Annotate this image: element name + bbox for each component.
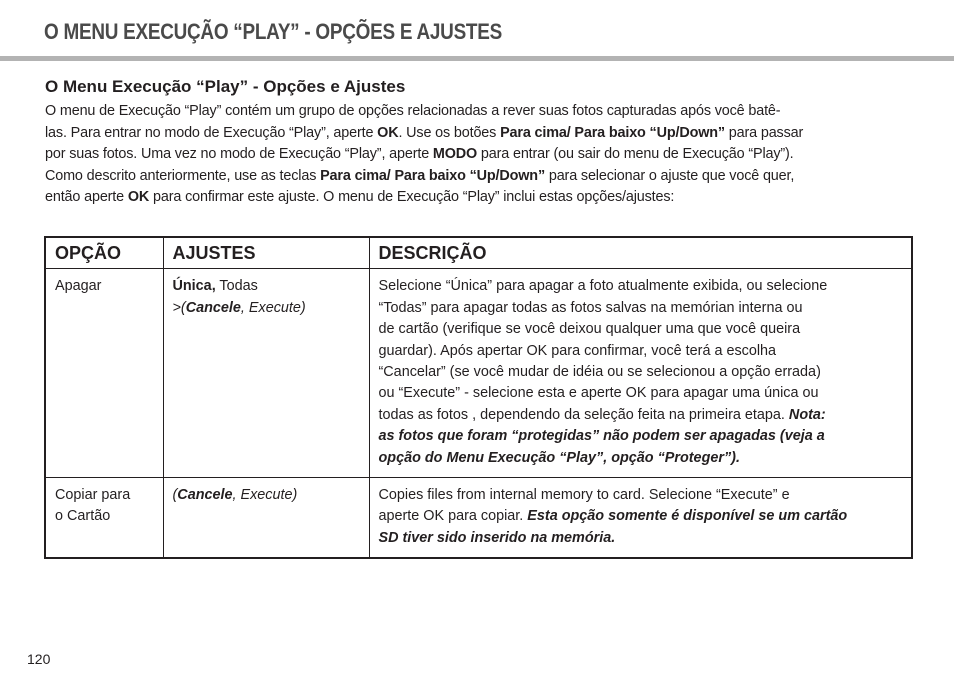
options-table xyxy=(44,236,913,559)
column-header-option: OPÇÃO xyxy=(45,237,163,269)
intro-line xyxy=(45,144,915,166)
description-line: Copies files from internal memory to card. Selecione “Execute” e xyxy=(378,487,790,504)
settings-line xyxy=(173,276,360,297)
description-line: “Cancelar” (se você mudar de idéia ou se selecionou a opção errada) xyxy=(378,364,821,381)
page-header-title: O MENU EXECUÇÃO “PLAY” - OPÇÕES E AJUSTES xyxy=(44,19,502,44)
ok-key-label: OK xyxy=(377,124,399,141)
settings-line xyxy=(173,485,360,506)
settings-value-bold: Cancele xyxy=(177,487,233,504)
intro-paragraph xyxy=(45,101,915,209)
intro-text: então aperte xyxy=(45,189,128,206)
option-name: o Cartão xyxy=(55,508,111,525)
intro-line xyxy=(45,166,915,188)
option-cell xyxy=(45,478,163,559)
description-line xyxy=(379,506,903,527)
note-text: opção do Menu Execução “Play”, opção “Proteger”). xyxy=(378,449,740,466)
up-down-keys-label: Para cima/ Para baixo “Up/Down” xyxy=(320,167,545,184)
settings-value: ( xyxy=(172,487,178,504)
page-number: 120 xyxy=(27,651,51,667)
header-divider xyxy=(0,56,954,61)
intro-text: para entrar (ou sair do menu de Execução “Play”). xyxy=(477,146,794,163)
ok-key-label: OK xyxy=(127,189,150,206)
settings-value: , Execute) xyxy=(232,487,298,504)
intro-line xyxy=(45,123,915,145)
intro-text: las. Para entrar no modo de Execução “Play”, aperte xyxy=(45,124,378,141)
intro-line xyxy=(45,101,915,123)
note-text: Esta opção somente é disponível se um cartão xyxy=(527,508,848,525)
intro-text: por suas fotos. Uma vez no modo de Execução “Play”, aperte xyxy=(45,146,433,163)
description-line: de cartão (verifique se você deixou qualquer uma que você queira xyxy=(378,321,801,338)
description-cell xyxy=(369,478,912,559)
option-cell xyxy=(45,269,163,478)
column-header-description: DESCRIÇÃO xyxy=(369,237,912,269)
intro-text: para selecionar o ajuste que você quer, xyxy=(545,167,795,184)
intro-text: para passar xyxy=(724,124,804,141)
table-header-row xyxy=(45,237,912,269)
intro-text: . Use os botões xyxy=(398,124,501,141)
note-text: as fotos que foram “protegidas” não podem ser apagadas (veja a xyxy=(378,428,825,445)
settings-cell xyxy=(163,478,369,559)
table-row xyxy=(45,269,912,478)
description-text: todas as fotos , dependendo da seleção feita na primeira etapa. xyxy=(378,406,789,423)
description-line: ou “Execute” - selecione esta e aperte OK para apagar uma única ou xyxy=(378,385,819,402)
table-row xyxy=(45,478,912,559)
section-heading: O Menu Execução “Play” - Opções e Ajustes xyxy=(45,77,406,96)
intro-text: O menu de Execução “Play” contém um grupo de opções relacionadas a rever suas fotos capturadas após você batê- xyxy=(45,103,781,119)
mode-key-label: MODO xyxy=(432,146,478,163)
up-down-keys-label: Para cima/ Para baixo “Up/Down” xyxy=(500,124,725,141)
settings-value-bold: Única, xyxy=(172,278,216,295)
option-name: Apagar xyxy=(55,278,102,295)
option-name: Copiar para xyxy=(55,487,131,504)
column-header-settings: AJUSTES xyxy=(163,237,369,269)
description-text: aperte OK para copiar. xyxy=(378,508,528,525)
description-cell xyxy=(369,269,912,478)
intro-line xyxy=(45,187,915,209)
intro-text: Como descrito anteriormente, use as teclas xyxy=(45,167,321,184)
intro-text: para confirmar este ajuste. O menu de Execução “Play” inclui estas opções/ajustes: xyxy=(149,189,675,206)
settings-cell xyxy=(163,269,369,478)
settings-value: Todas xyxy=(215,278,258,295)
settings-value-bold: Cancele xyxy=(185,299,241,316)
note-text: SD tiver sido inserido na memória. xyxy=(378,529,616,546)
note-label: Nota: xyxy=(788,406,826,423)
settings-value: , Execute) xyxy=(240,299,306,316)
description-line: guardar). Após apertar OK para confirmar, você terá a escolha xyxy=(378,342,777,359)
description-line xyxy=(379,405,903,426)
description-line: Selecione “Única” para apagar a foto atualmente exibida, ou selecione xyxy=(378,278,828,295)
settings-value: >( xyxy=(172,299,186,316)
settings-line xyxy=(173,298,360,319)
description-line: “Todas” para apagar todas as fotos salvas na memórian interna ou xyxy=(378,299,803,316)
